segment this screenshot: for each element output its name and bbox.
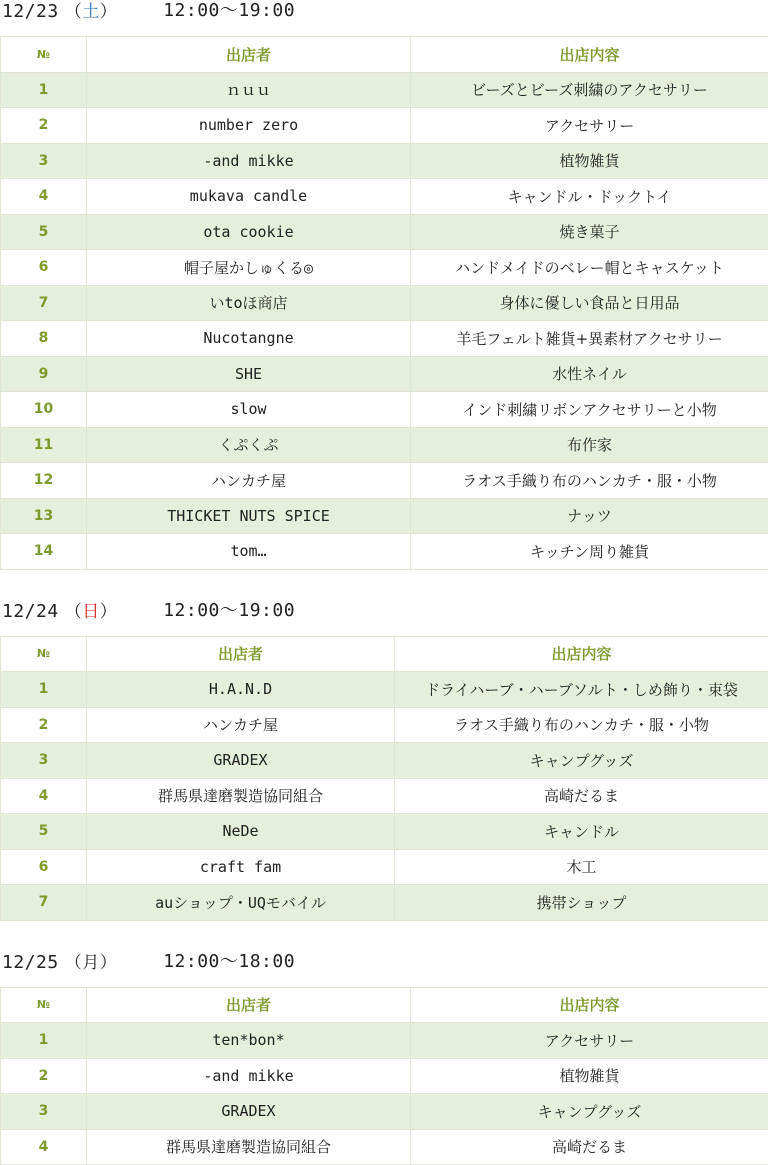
vendor-content: 身体に優しい食品と日用品 xyxy=(411,285,768,321)
table-row xyxy=(1,672,768,708)
vendor-name: auショップ・UQモバイル xyxy=(87,885,395,921)
time-range: 12:00〜19:00 xyxy=(163,596,295,622)
vendor-content: ナッツ xyxy=(411,498,768,534)
paren-open: （ xyxy=(65,0,83,22)
row-number: 10 xyxy=(1,392,87,428)
vendor-name: tom… xyxy=(87,534,411,570)
heading-gap xyxy=(0,622,768,636)
vendor-content: キャンプグッズ xyxy=(395,743,768,779)
row-number: 7 xyxy=(1,885,87,921)
header-content: 出店内容 xyxy=(411,37,768,73)
date-label: 12/23 xyxy=(2,1,59,22)
table-row xyxy=(1,321,768,357)
paren-close: ） xyxy=(100,948,118,973)
vendor-name: ハンカチ屋 xyxy=(87,707,395,743)
row-number: 1 xyxy=(1,1023,87,1059)
vendor-name: craft fam xyxy=(87,849,395,885)
table-row xyxy=(1,72,768,108)
vendor-name: H.A.N.D xyxy=(87,672,395,708)
vendor-content: ドライハーブ・ハーブソルト・しめ飾り・束袋 xyxy=(395,672,768,708)
row-number: 1 xyxy=(1,672,87,708)
vendor-content: ハンドメイドのベレー帽とキャスケット xyxy=(411,250,768,286)
table-row xyxy=(1,179,768,215)
vendor-name: くぷくぷ xyxy=(87,427,411,463)
table-row xyxy=(1,214,768,250)
row-number: 7 xyxy=(1,285,87,321)
table-row xyxy=(1,285,768,321)
row-number: 1 xyxy=(1,72,87,108)
vendor-content: ラオス手織り布のハンカチ・服・小物 xyxy=(411,463,768,499)
weekday-label: 月 xyxy=(82,948,100,973)
vendor-content: 高崎だるま xyxy=(395,778,768,814)
vendor-name: いtoほ商店 xyxy=(87,285,411,321)
table-row xyxy=(1,250,768,286)
time-range: 12:00〜18:00 xyxy=(163,947,295,973)
header-content: 出店内容 xyxy=(395,636,768,672)
header-vendor: 出店者 xyxy=(87,37,411,73)
header-content: 出店内容 xyxy=(411,987,768,1023)
table-header-row xyxy=(1,636,768,672)
vendor-content: アクセサリー xyxy=(411,108,768,144)
header-no: № xyxy=(1,987,87,1023)
weekday-label: 日 xyxy=(82,597,100,622)
row-number: 2 xyxy=(1,707,87,743)
vendor-name: slow xyxy=(87,392,411,428)
vendor-content: キャンドル xyxy=(395,814,768,850)
paren-close: ） xyxy=(100,597,118,622)
vendor-content: キャンドル・ドックトイ xyxy=(411,179,768,215)
table-row xyxy=(1,356,768,392)
vendor-name: THICKET NUTS SPICE xyxy=(87,498,411,534)
vendor-content: 木工 xyxy=(395,849,768,885)
vendor-name: mukava candle xyxy=(87,179,411,215)
row-number: 12 xyxy=(1,463,87,499)
vendor-name: ハンカチ屋 xyxy=(87,463,411,499)
header-vendor: 出店者 xyxy=(87,987,411,1023)
vendor-content: キッチン周り雑貨 xyxy=(411,534,768,570)
row-number: 6 xyxy=(1,849,87,885)
table-row xyxy=(1,743,768,779)
vendor-name: GRADEX xyxy=(87,743,395,779)
row-number: 3 xyxy=(1,1094,87,1130)
vendor-content: インド刺繍リボンアクセサリーと小物 xyxy=(411,392,768,428)
vendor-name: ｎｕｕ xyxy=(87,72,411,108)
vendor-name: -and mikke xyxy=(87,143,411,179)
paren-open: （ xyxy=(65,948,83,973)
vendor-name: 群馬県達磨製造協同組合 xyxy=(87,1129,411,1165)
table-row xyxy=(1,463,768,499)
vendor-content: 布作家 xyxy=(411,427,768,463)
table-row xyxy=(1,1058,768,1094)
heading-gap xyxy=(0,973,768,987)
vendor-content: ラオス手織り布のハンカチ・服・小物 xyxy=(395,707,768,743)
row-number: 2 xyxy=(1,108,87,144)
table-row xyxy=(1,1023,768,1059)
weekday-label: 土 xyxy=(82,0,100,22)
vendor-content: 羊毛フェルト雑貨+異素材アクセサリー xyxy=(411,321,768,357)
table-row xyxy=(1,814,768,850)
row-number: 5 xyxy=(1,214,87,250)
vendor-name: 群馬県達磨製造協同組合 xyxy=(87,778,395,814)
vendor-name: ten*bon* xyxy=(87,1023,411,1059)
table-row xyxy=(1,885,768,921)
row-number: 6 xyxy=(1,250,87,286)
date-label: 12/24 xyxy=(2,601,59,622)
row-number: 4 xyxy=(1,1129,87,1165)
header-vendor: 出店者 xyxy=(87,636,395,672)
table-row xyxy=(1,778,768,814)
paren-close: ） xyxy=(100,0,118,22)
vendor-content: 水性ネイル xyxy=(411,356,768,392)
vendor-name: 帽子屋かしゅくる◎ xyxy=(87,250,411,286)
vendor-table xyxy=(0,636,768,921)
paren-open: （ xyxy=(65,597,83,622)
vendor-name: GRADEX xyxy=(87,1094,411,1130)
row-number: 8 xyxy=(1,321,87,357)
row-number: 4 xyxy=(1,179,87,215)
row-number: 13 xyxy=(1,498,87,534)
vendor-content: 植物雑貨 xyxy=(411,143,768,179)
vendor-name: number zero xyxy=(87,108,411,144)
vendor-table xyxy=(0,987,768,1165)
table-row xyxy=(1,108,768,144)
vendor-content: 携帯ショップ xyxy=(395,885,768,921)
table-row xyxy=(1,1094,768,1130)
row-number: 3 xyxy=(1,143,87,179)
date-heading xyxy=(0,0,768,22)
heading-gap xyxy=(0,22,768,36)
vendor-name: NeDe xyxy=(87,814,395,850)
table-row xyxy=(1,427,768,463)
vendor-name: SHE xyxy=(87,356,411,392)
row-number: 3 xyxy=(1,743,87,779)
vendor-content: ビーズとビーズ刺繍のアクセサリー xyxy=(411,72,768,108)
header-no: № xyxy=(1,636,87,672)
table-row xyxy=(1,392,768,428)
row-number: 4 xyxy=(1,778,87,814)
table-header-row xyxy=(1,37,768,73)
header-no: № xyxy=(1,37,87,73)
table-row xyxy=(1,1129,768,1165)
vendor-content: 焼き菓子 xyxy=(411,214,768,250)
table-row xyxy=(1,143,768,179)
row-number: 9 xyxy=(1,356,87,392)
table-row xyxy=(1,849,768,885)
table-row xyxy=(1,707,768,743)
row-number: 14 xyxy=(1,534,87,570)
vendor-name: Nucotangne xyxy=(87,321,411,357)
vendor-name: -and mikke xyxy=(87,1058,411,1094)
table-header-row xyxy=(1,987,768,1023)
time-range: 12:00〜19:00 xyxy=(163,0,295,22)
date-heading xyxy=(0,570,768,622)
row-number: 11 xyxy=(1,427,87,463)
date-heading xyxy=(0,921,768,973)
vendor-content: キャンプグッズ xyxy=(411,1094,768,1130)
vendor-table xyxy=(0,36,768,570)
row-number: 2 xyxy=(1,1058,87,1094)
table-row xyxy=(1,534,768,570)
vendor-content: アクセサリー xyxy=(411,1023,768,1059)
table-row xyxy=(1,498,768,534)
vendor-name: ota cookie xyxy=(87,214,411,250)
vendor-content: 植物雑貨 xyxy=(411,1058,768,1094)
row-number: 5 xyxy=(1,814,87,850)
vendor-content: 高崎だるま xyxy=(411,1129,768,1165)
date-label: 12/25 xyxy=(2,952,59,973)
